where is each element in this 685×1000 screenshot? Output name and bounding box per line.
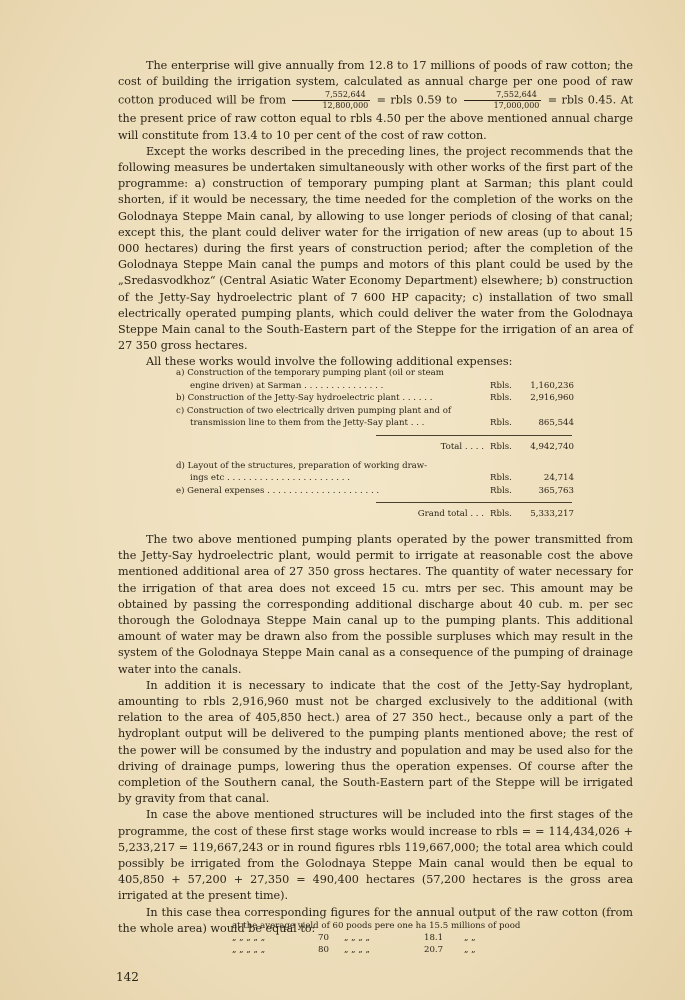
ditto-marks: „ „ „ „ <box>344 945 371 955</box>
paragraph-6: In case the above mentioned structures will be included into the first stages of the programme, the cost of these first stage works would increase to rbls = = 114,434,026 + 5,233,217 = 119,667,243 or in round figures rbls 119,667,000; the total area which could possibly be irrigated from the Golodnaya Steppe Main canal would then be equal to 405,850 + 57,200 + 27,350 = 490,400 hectares (57,200 hectares is the gross area irrigated at the present time). <box>118 808 633 903</box>
row-label: Grand total . . . <box>417 509 484 520</box>
ditto-marks: „ „ „ „ <box>344 933 371 943</box>
expense-row-a <box>176 367 574 392</box>
yield-table <box>232 920 562 956</box>
amount: 365,763 <box>538 485 574 496</box>
divider <box>376 435 572 436</box>
yield-row: at the average yield of 60 poods pere one ha 15.5 millions of pood <box>232 921 521 931</box>
paragraph-7: In this case thea corresponding figures for the annual output of the raw cotton (from the whole area) would be equal to: <box>118 905 633 935</box>
expense-row-d <box>176 460 574 485</box>
fraction-2 <box>464 90 542 111</box>
expense-row-c <box>176 405 574 430</box>
yield-row <box>232 932 562 944</box>
text-span: = rbls 0.59 to <box>376 93 458 107</box>
yield-row <box>232 944 562 956</box>
currency: Rbls. <box>490 393 512 404</box>
row-label: transmission line to them from the Jetty-Say plant . . . <box>190 418 425 429</box>
divider <box>376 502 572 503</box>
paragraph-2: Except the works described in the preceding lines, the project recommends that the following measures be undertaken simultaneously with other works of the first part of the programme: a) construction of temporary pumping plant at Sarman; this plant could shorten, if it would be necessary, the time needed for the completion of the works on the Golodnaya Steppe Main canal, by allowing to use longer periods of closing of that canal; except this, the plant could deliver water for the irrigation of new areas (up to about 15 000 hectares) during the first years of construction period; after the completion of the Golodnaya Steppe Main canal the pumps and motors of this plant could be used by the „Sredasvodkhoz“ (Central Asiatic Water Economy Department) elsewhere; b) construction of the Jetty-Say hydroelectric plant of 7 600 HP capacity; c) installation of two small electrically operated pumping plants, which could deliver the water from the Golodnaya Steppe Main canal to the South-Eastern part of the Steppe for the irrigation of an area of 27 350 gross hectares. <box>118 144 633 353</box>
text-span: At the present price of raw cotton equal to rbls 4.50 per the above mentioned annual charge will constitute from 13.4 to 10 per cent of the cost of raw cotton. <box>118 93 634 142</box>
fraction-numerator: 7,552,644 <box>464 90 542 101</box>
row-label: a) Construction of the temporary pumping plant (oil or steam <box>176 368 444 378</box>
row-label: Total . . . . <box>440 441 484 452</box>
body-text-2 <box>118 532 633 937</box>
output-value: 18.1 <box>424 933 444 943</box>
fraction-denominator: 12,800,000 <box>322 101 369 111</box>
amount: 1,160,236 <box>530 380 574 391</box>
row-label: b) Construction of the Jetty-Say hydroelectric plant . . . . . . <box>176 393 433 404</box>
expense-row-b <box>176 392 574 405</box>
row-label: engine driven) at Sarman . . . . . . . . . . . . . . . <box>190 380 384 391</box>
text-span: The enterprise will give annually from 12.8 to 17 millions of poods of raw cotton; the cost of building the irrigation system, calculated as annual charge per one pood of raw cotton produced will be from <box>118 59 633 107</box>
text-span: = rbls 0.45. <box>547 93 617 107</box>
fraction-1 <box>292 90 370 111</box>
currency: Rbls. <box>490 418 512 429</box>
paragraph-1 <box>118 58 633 144</box>
ditto-marks: „ „ „ „ „ <box>232 933 266 943</box>
currency: Rbls. <box>490 441 512 452</box>
row-label: ings etc . . . . . . . . . . . . . . . . . . . . . . . <box>190 473 350 484</box>
amount: 24,714 <box>543 473 574 484</box>
paragraph-3: All these works would involve the following additional expenses: <box>146 355 513 369</box>
fraction-numerator: 7,552,644 <box>292 90 370 101</box>
ditto-marks: „ „ <box>464 933 476 943</box>
yield-value: 80 <box>318 945 329 955</box>
body-text <box>118 58 633 371</box>
amount: 865,544 <box>538 418 574 429</box>
currency: Rbls. <box>490 485 512 496</box>
expense-row-e <box>176 485 574 498</box>
fraction-denominator: 17,000,000 <box>493 101 540 111</box>
expenses-table <box>176 367 574 521</box>
ditto-marks: „ „ <box>464 945 476 955</box>
currency: Rbls. <box>490 509 512 520</box>
total-row <box>176 441 574 454</box>
yield-value: 70 <box>318 933 329 943</box>
paragraph-5: In addition it is necessary to indicate that the cost of the Jetty-Say hydroplant, amounting to rbls 2,916,960 must not be charged exclusively to the additional (with relation to the area of 405,850 hect.) area of 27 350 hect., because only a part of the hydroplant output will be delivered to the pumping plants mentioned above; the rest of the power will be consumed by the industry and population and may be used also for the driving of drainage pumps, lowering thus the operation expenses. Of course after the completion of the Southern canal, the South-Eastern part of the Steppe will be irrigated by gravity from that canal. <box>118 678 633 806</box>
amount: 2,916,960 <box>530 393 574 404</box>
currency: Rbls. <box>490 380 512 391</box>
grand-total-row <box>176 508 574 521</box>
row-label: c) Construction of two electrically driven pumping plant and of <box>176 405 452 416</box>
output-value: 20.7 <box>424 945 444 955</box>
paragraph-4: The two above mentioned pumping plants operated by the power transmitted from the Jetty-Say hydroelectric plant, would permit to irrigate at reasonable cost the above mentioned additional area of 27 350 gross hectares. The quantity of water necessary for the irrigation of that area does not exceed 15 cu. mtrs per sec. This amount may be obtained by passing the corresponding additional discharge about 40 cub. m. per sec thorough the Golodnaya Steppe Main canal up to the pumping plants. This additional amount of water may be drawn also from the possible surpluses which may result in the system of the Golodnaya Steppe Main canal as a consequence of the pumping of drainage water into the canals. <box>118 533 633 676</box>
amount: 4,942,740 <box>530 441 574 452</box>
currency: Rbls. <box>490 473 512 484</box>
row-label: e) General expenses . . . . . . . . . . . . . . . . . . . . . <box>176 485 380 496</box>
ditto-marks: „ „ „ „ „ <box>232 945 266 955</box>
row-label: d) Layout of the structures, preparation of working draw- <box>176 460 428 471</box>
amount: 5,333,217 <box>530 509 574 520</box>
page-number: 142 <box>116 970 139 984</box>
